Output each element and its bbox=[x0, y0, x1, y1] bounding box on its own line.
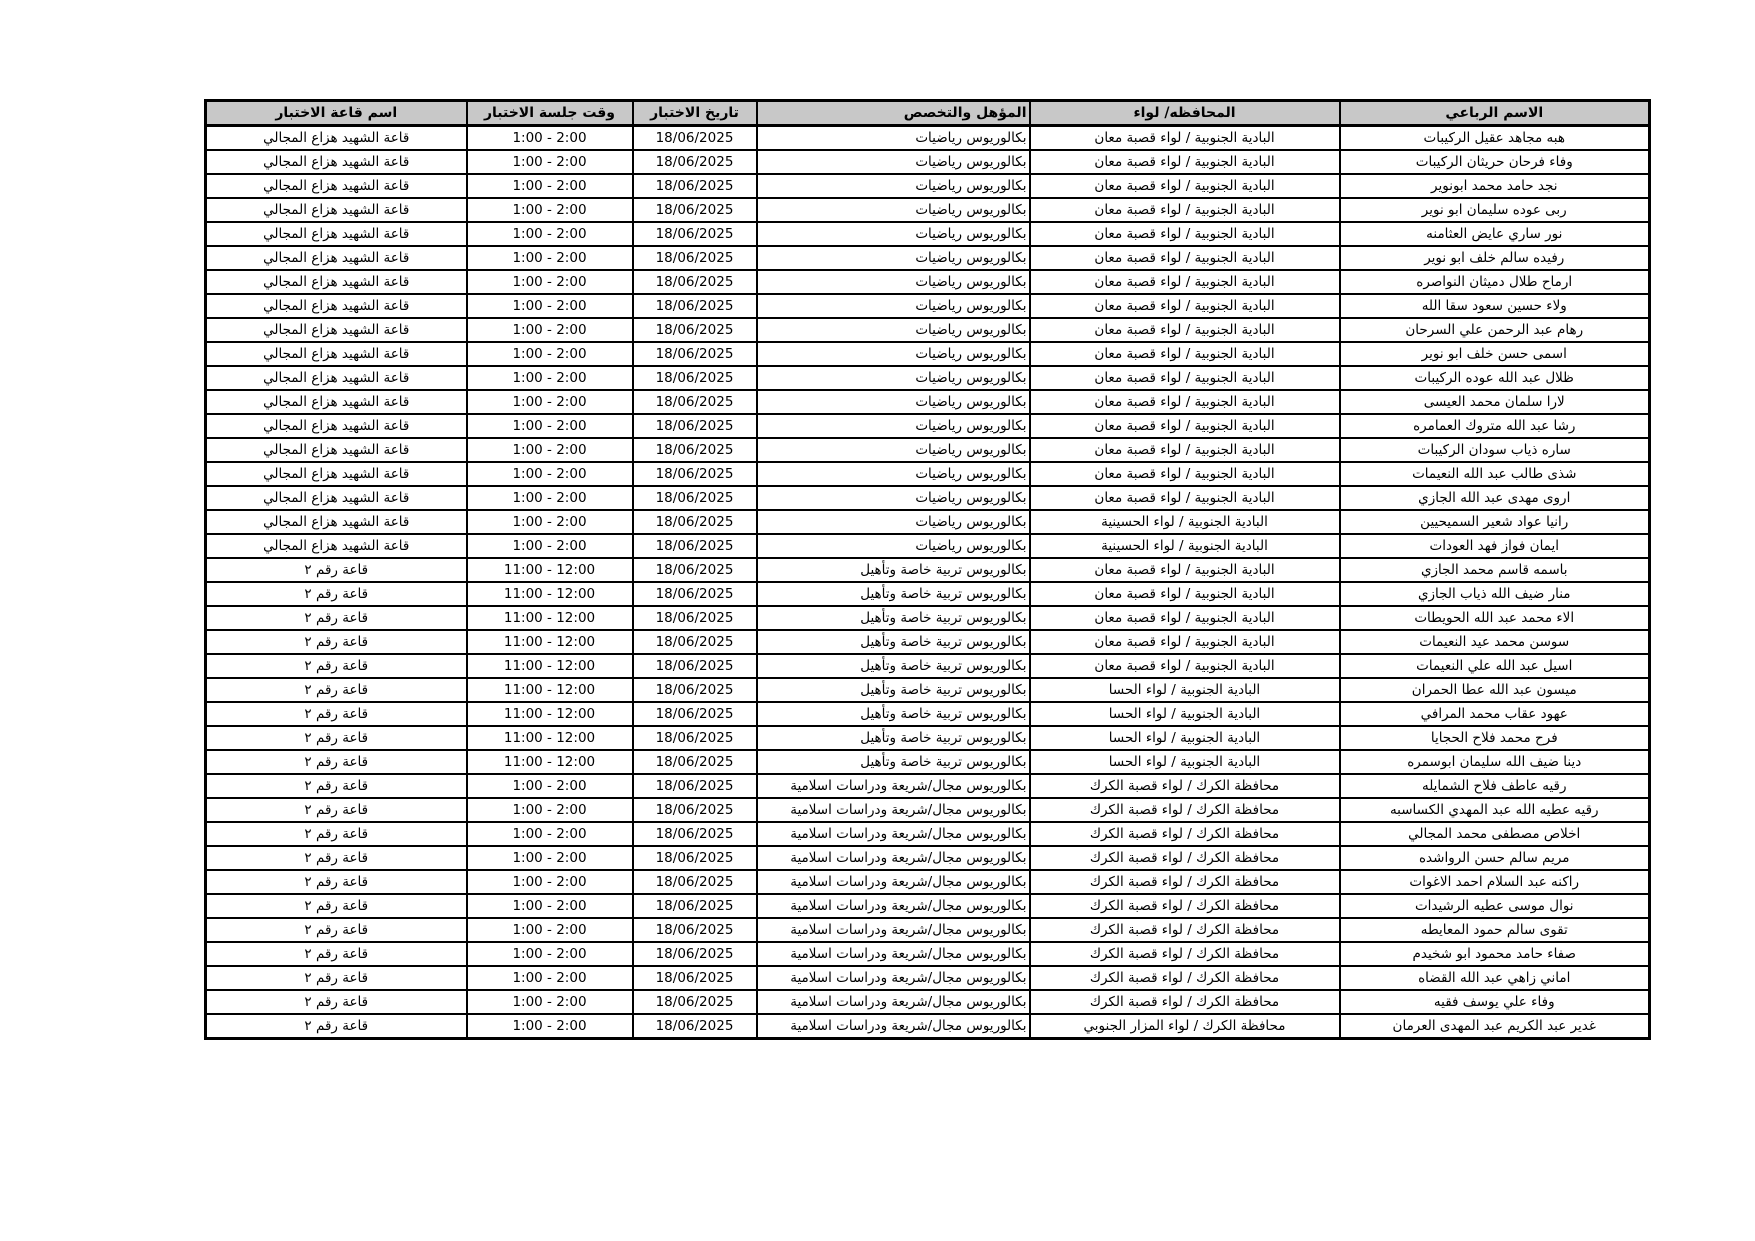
cell-name: فرح محمد فلاح الحجايا bbox=[1340, 726, 1650, 750]
cell-exam_date: 18/06/2025 bbox=[633, 822, 757, 846]
cell-exam_hall: قاعة رقم ٢ bbox=[206, 606, 467, 630]
cell-governorate: البادية الجنوبية / لواء قصبة معان bbox=[1030, 222, 1340, 246]
cell-name: سوسن محمد عيد النعيمات bbox=[1340, 630, 1650, 654]
cell-exam_time: 1:00 - 2:00 bbox=[467, 366, 633, 390]
cell-exam_time: 11:00 - 12:00 bbox=[467, 630, 633, 654]
table-row bbox=[206, 150, 1650, 174]
cell-qualification: بكالوريوس رياضيات bbox=[757, 462, 1030, 486]
cell-qualification: بكالوريوس رياضيات bbox=[757, 438, 1030, 462]
cell-exam_hall: قاعة الشهيد هزاع المجالي bbox=[206, 198, 467, 222]
cell-exam_date: 18/06/2025 bbox=[633, 846, 757, 870]
cell-qualification: بكالوريوس رياضيات bbox=[757, 510, 1030, 534]
cell-exam_time: 1:00 - 2:00 bbox=[467, 894, 633, 918]
cell-exam_date: 18/06/2025 bbox=[633, 534, 757, 558]
table-row bbox=[206, 918, 1650, 942]
cell-name: ساره ذياب سودان الركيبات bbox=[1340, 438, 1650, 462]
cell-exam_date: 18/06/2025 bbox=[633, 510, 757, 534]
cell-governorate: البادية الجنوبية / لواء قصبة معان bbox=[1030, 438, 1340, 462]
table-header bbox=[206, 101, 1650, 126]
cell-exam_hall: قاعة الشهيد هزاع المجالي bbox=[206, 462, 467, 486]
cell-exam_time: 1:00 - 2:00 bbox=[467, 198, 633, 222]
cell-name: مريم سالم حسن الرواشده bbox=[1340, 846, 1650, 870]
cell-exam_hall: قاعة الشهيد هزاع المجالي bbox=[206, 270, 467, 294]
cell-exam_hall: قاعة رقم ٢ bbox=[206, 774, 467, 798]
cell-exam_date: 18/06/2025 bbox=[633, 198, 757, 222]
cell-name: رانيا عواد شعير السميحيين bbox=[1340, 510, 1650, 534]
cell-exam_date: 18/06/2025 bbox=[633, 150, 757, 174]
cell-exam_date: 18/06/2025 bbox=[633, 558, 757, 582]
cell-exam_date: 18/06/2025 bbox=[633, 126, 757, 151]
cell-qualification: بكالوريوس مجال/شريعة ودراسات اسلامية bbox=[757, 870, 1030, 894]
cell-governorate: البادية الجنوبية / لواء قصبة معان bbox=[1030, 342, 1340, 366]
cell-exam_time: 11:00 - 12:00 bbox=[467, 750, 633, 774]
cell-name: رهام عبد الرحمن علي السرحان bbox=[1340, 318, 1650, 342]
cell-exam_date: 18/06/2025 bbox=[633, 678, 757, 702]
column-header-governorate: المحافظه/ لواء bbox=[1030, 101, 1340, 126]
cell-name: ارماح طلال دميثان النواصره bbox=[1340, 270, 1650, 294]
column-header-name: الاسم الرباعي bbox=[1340, 101, 1650, 126]
cell-exam_date: 18/06/2025 bbox=[633, 918, 757, 942]
cell-governorate: البادية الجنوبية / لواء قصبة معان bbox=[1030, 414, 1340, 438]
cell-exam_hall: قاعة رقم ٢ bbox=[206, 942, 467, 966]
cell-governorate: البادية الجنوبية / لواء قصبة معان bbox=[1030, 270, 1340, 294]
table-row bbox=[206, 1014, 1650, 1039]
cell-qualification: بكالوريوس رياضيات bbox=[757, 414, 1030, 438]
cell-exam_hall: قاعة الشهيد هزاع المجالي bbox=[206, 510, 467, 534]
table-row bbox=[206, 606, 1650, 630]
cell-exam_time: 11:00 - 12:00 bbox=[467, 606, 633, 630]
cell-exam_hall: قاعة رقم ٢ bbox=[206, 726, 467, 750]
table-row bbox=[206, 942, 1650, 966]
table-row bbox=[206, 414, 1650, 438]
cell-governorate: البادية الجنوبية / لواء الحسينية bbox=[1030, 534, 1340, 558]
cell-exam_hall: قاعة الشهيد هزاع المجالي bbox=[206, 174, 467, 198]
table-row bbox=[206, 486, 1650, 510]
table-row bbox=[206, 366, 1650, 390]
cell-qualification: بكالوريوس رياضيات bbox=[757, 486, 1030, 510]
table-row bbox=[206, 318, 1650, 342]
cell-qualification: بكالوريوس رياضيات bbox=[757, 342, 1030, 366]
column-header-qualification: المؤهل والتخصص bbox=[757, 101, 1030, 126]
cell-name: راكنه عبد السلام احمد الاغوات bbox=[1340, 870, 1650, 894]
table-row bbox=[206, 438, 1650, 462]
cell-name: نور ساري عايض العثامنه bbox=[1340, 222, 1650, 246]
cell-exam_time: 1:00 - 2:00 bbox=[467, 846, 633, 870]
cell-governorate: محافظة الكرك / لواء المزار الجنوبي bbox=[1030, 1014, 1340, 1039]
cell-name: رقيه عاطف فلاح الشمايله bbox=[1340, 774, 1650, 798]
table-body bbox=[206, 126, 1650, 1039]
cell-governorate: البادية الجنوبية / لواء الحسا bbox=[1030, 750, 1340, 774]
cell-qualification: بكالوريوس رياضيات bbox=[757, 318, 1030, 342]
table-row bbox=[206, 222, 1650, 246]
cell-exam_time: 1:00 - 2:00 bbox=[467, 942, 633, 966]
cell-exam_time: 1:00 - 2:00 bbox=[467, 270, 633, 294]
cell-name: دينا ضيف الله سليمان ابوسمره bbox=[1340, 750, 1650, 774]
cell-qualification: بكالوريوس رياضيات bbox=[757, 270, 1030, 294]
cell-name: ميسون عبد الله عطا الحمران bbox=[1340, 678, 1650, 702]
cell-exam_date: 18/06/2025 bbox=[633, 966, 757, 990]
cell-exam_hall: قاعة رقم ٢ bbox=[206, 654, 467, 678]
cell-exam_date: 18/06/2025 bbox=[633, 582, 757, 606]
cell-exam_date: 18/06/2025 bbox=[633, 990, 757, 1014]
cell-exam_date: 18/06/2025 bbox=[633, 342, 757, 366]
cell-exam_hall: قاعة رقم ٢ bbox=[206, 558, 467, 582]
table-row bbox=[206, 822, 1650, 846]
table-row bbox=[206, 246, 1650, 270]
cell-exam_time: 1:00 - 2:00 bbox=[467, 990, 633, 1014]
cell-name: اسيل عبد الله علي النعيمات bbox=[1340, 654, 1650, 678]
cell-qualification: بكالوريوس تربية خاصة وتأهيل bbox=[757, 654, 1030, 678]
cell-qualification: بكالوريوس تربية خاصة وتأهيل bbox=[757, 702, 1030, 726]
cell-qualification: بكالوريوس تربية خاصة وتأهيل bbox=[757, 750, 1030, 774]
cell-exam_time: 1:00 - 2:00 bbox=[467, 462, 633, 486]
cell-qualification: بكالوريوس مجال/شريعة ودراسات اسلامية bbox=[757, 942, 1030, 966]
cell-exam_time: 1:00 - 2:00 bbox=[467, 774, 633, 798]
cell-exam_date: 18/06/2025 bbox=[633, 654, 757, 678]
cell-governorate: البادية الجنوبية / لواء قصبة معان bbox=[1030, 558, 1340, 582]
cell-exam_date: 18/06/2025 bbox=[633, 246, 757, 270]
cell-exam_time: 1:00 - 2:00 bbox=[467, 294, 633, 318]
cell-exam_date: 18/06/2025 bbox=[633, 942, 757, 966]
cell-exam_hall: قاعة الشهيد هزاع المجالي bbox=[206, 366, 467, 390]
cell-governorate: البادية الجنوبية / لواء قصبة معان bbox=[1030, 150, 1340, 174]
cell-exam_date: 18/06/2025 bbox=[633, 390, 757, 414]
cell-name: اخلاص مصطفى محمد المجالي bbox=[1340, 822, 1650, 846]
cell-qualification: بكالوريوس تربية خاصة وتأهيل bbox=[757, 606, 1030, 630]
cell-exam_time: 1:00 - 2:00 bbox=[467, 966, 633, 990]
cell-exam_hall: قاعة الشهيد هزاع المجالي bbox=[206, 342, 467, 366]
cell-exam_time: 1:00 - 2:00 bbox=[467, 126, 633, 151]
cell-name: نجد حامد محمد ابونوير bbox=[1340, 174, 1650, 198]
cell-governorate: البادية الجنوبية / لواء قصبة معان bbox=[1030, 582, 1340, 606]
cell-exam_hall: قاعة الشهيد هزاع المجالي bbox=[206, 246, 467, 270]
table-row bbox=[206, 870, 1650, 894]
table-row bbox=[206, 558, 1650, 582]
cell-exam_hall: قاعة رقم ٢ bbox=[206, 870, 467, 894]
cell-exam_hall: قاعة رقم ٢ bbox=[206, 582, 467, 606]
cell-exam_time: 1:00 - 2:00 bbox=[467, 342, 633, 366]
cell-name: وفاء علي يوسف فقيه bbox=[1340, 990, 1650, 1014]
cell-exam_time: 1:00 - 2:00 bbox=[467, 1014, 633, 1039]
cell-governorate: محافظة الكرك / لواء قصبة الكرك bbox=[1030, 942, 1340, 966]
cell-governorate: البادية الجنوبية / لواء الحسا bbox=[1030, 726, 1340, 750]
cell-exam_date: 18/06/2025 bbox=[633, 894, 757, 918]
cell-exam_hall: قاعة رقم ٢ bbox=[206, 630, 467, 654]
cell-exam_date: 18/06/2025 bbox=[633, 462, 757, 486]
table-row bbox=[206, 750, 1650, 774]
cell-governorate: البادية الجنوبية / لواء الحسينية bbox=[1030, 510, 1340, 534]
cell-qualification: بكالوريوس مجال/شريعة ودراسات اسلامية bbox=[757, 822, 1030, 846]
cell-name: ولاء حسين سعود سقا الله bbox=[1340, 294, 1650, 318]
cell-exam_hall: قاعة رقم ٢ bbox=[206, 1014, 467, 1039]
cell-exam_hall: قاعة رقم ٢ bbox=[206, 966, 467, 990]
cell-governorate: محافظة الكرك / لواء قصبة الكرك bbox=[1030, 846, 1340, 870]
cell-governorate: البادية الجنوبية / لواء قصبة معان bbox=[1030, 246, 1340, 270]
cell-exam_time: 1:00 - 2:00 bbox=[467, 390, 633, 414]
cell-exam_time: 1:00 - 2:00 bbox=[467, 438, 633, 462]
cell-governorate: محافظة الكرك / لواء قصبة الكرك bbox=[1030, 798, 1340, 822]
cell-governorate: محافظة الكرك / لواء قصبة الكرك bbox=[1030, 774, 1340, 798]
table-row bbox=[206, 726, 1650, 750]
cell-qualification: بكالوريوس رياضيات bbox=[757, 390, 1030, 414]
table-row bbox=[206, 390, 1650, 414]
cell-exam_time: 1:00 - 2:00 bbox=[467, 246, 633, 270]
table-row bbox=[206, 126, 1650, 151]
cell-name: ظلال عبد الله عوده الركيبات bbox=[1340, 366, 1650, 390]
cell-governorate: البادية الجنوبية / لواء الحسا bbox=[1030, 702, 1340, 726]
cell-qualification: بكالوريوس رياضيات bbox=[757, 246, 1030, 270]
table-row bbox=[206, 654, 1650, 678]
table-row bbox=[206, 462, 1650, 486]
cell-qualification: بكالوريوس مجال/شريعة ودراسات اسلامية bbox=[757, 774, 1030, 798]
table-row bbox=[206, 966, 1650, 990]
cell-name: وفاء فرحان حريثان الركيبات bbox=[1340, 150, 1650, 174]
cell-qualification: بكالوريوس رياضيات bbox=[757, 198, 1030, 222]
cell-exam_date: 18/06/2025 bbox=[633, 1014, 757, 1039]
cell-governorate: البادية الجنوبية / لواء قصبة معان bbox=[1030, 366, 1340, 390]
cell-exam_hall: قاعة رقم ٢ bbox=[206, 822, 467, 846]
cell-name: الاء محمد عبد الله الحويطات bbox=[1340, 606, 1650, 630]
cell-governorate: البادية الجنوبية / لواء قصبة معان bbox=[1030, 390, 1340, 414]
cell-name: رقيه عطيه الله عبد المهدي الكساسبه bbox=[1340, 798, 1650, 822]
cell-qualification: بكالوريوس مجال/شريعة ودراسات اسلامية bbox=[757, 798, 1030, 822]
cell-qualification: بكالوريوس رياضيات bbox=[757, 126, 1030, 151]
cell-exam_time: 11:00 - 12:00 bbox=[467, 558, 633, 582]
cell-exam_time: 1:00 - 2:00 bbox=[467, 870, 633, 894]
cell-exam_date: 18/06/2025 bbox=[633, 222, 757, 246]
cell-exam_hall: قاعة الشهيد هزاع المجالي bbox=[206, 294, 467, 318]
cell-exam_hall: قاعة الشهيد هزاع المجالي bbox=[206, 150, 467, 174]
cell-exam_date: 18/06/2025 bbox=[633, 438, 757, 462]
cell-name: اسمى حسن خلف ابو نوير bbox=[1340, 342, 1650, 366]
cell-name: هبه مجاهد عقيل الركيبات bbox=[1340, 126, 1650, 151]
table-row bbox=[206, 342, 1650, 366]
cell-exam_date: 18/06/2025 bbox=[633, 630, 757, 654]
cell-name: رفيده سالم خلف ابو نوير bbox=[1340, 246, 1650, 270]
cell-qualification: بكالوريوس تربية خاصة وتأهيل bbox=[757, 582, 1030, 606]
cell-governorate: البادية الجنوبية / لواء الحسا bbox=[1030, 678, 1340, 702]
cell-governorate: محافظة الكرك / لواء قصبة الكرك bbox=[1030, 870, 1340, 894]
table-row bbox=[206, 174, 1650, 198]
cell-exam_hall: قاعة الشهيد هزاع المجالي bbox=[206, 126, 467, 151]
cell-name: ايمان فواز فهد العودات bbox=[1340, 534, 1650, 558]
cell-name: اروى مهدى عبد الله الجازي bbox=[1340, 486, 1650, 510]
table-row bbox=[206, 798, 1650, 822]
cell-exam_time: 1:00 - 2:00 bbox=[467, 222, 633, 246]
cell-name: منار ضيف الله ذياب الجازي bbox=[1340, 582, 1650, 606]
cell-governorate: البادية الجنوبية / لواء قصبة معان bbox=[1030, 318, 1340, 342]
cell-exam_time: 1:00 - 2:00 bbox=[467, 414, 633, 438]
table-row bbox=[206, 534, 1650, 558]
cell-name: ربى عوده سليمان ابو نوير bbox=[1340, 198, 1650, 222]
cell-governorate: البادية الجنوبية / لواء قصبة معان bbox=[1030, 654, 1340, 678]
cell-exam_date: 18/06/2025 bbox=[633, 270, 757, 294]
cell-exam_time: 11:00 - 12:00 bbox=[467, 582, 633, 606]
cell-name: لارا سلمان محمد العيسى bbox=[1340, 390, 1650, 414]
column-header-exam_time: وقت جلسة الاختبار bbox=[467, 101, 633, 126]
cell-qualification: بكالوريوس مجال/شريعة ودراسات اسلامية bbox=[757, 990, 1030, 1014]
cell-qualification: بكالوريوس تربية خاصة وتأهيل bbox=[757, 630, 1030, 654]
cell-name: شذى طالب عبد الله النعيمات bbox=[1340, 462, 1650, 486]
cell-governorate: محافظة الكرك / لواء قصبة الكرك bbox=[1030, 894, 1340, 918]
cell-exam_date: 18/06/2025 bbox=[633, 294, 757, 318]
cell-qualification: بكالوريوس رياضيات bbox=[757, 366, 1030, 390]
cell-name: رشا عبد الله متروك العمامره bbox=[1340, 414, 1650, 438]
table-row bbox=[206, 270, 1650, 294]
table-row bbox=[206, 198, 1650, 222]
cell-exam_hall: قاعة رقم ٢ bbox=[206, 678, 467, 702]
cell-governorate: محافظة الكرك / لواء قصبة الكرك bbox=[1030, 918, 1340, 942]
cell-exam_date: 18/06/2025 bbox=[633, 774, 757, 798]
cell-governorate: البادية الجنوبية / لواء قصبة معان bbox=[1030, 198, 1340, 222]
exam-schedule-table bbox=[204, 99, 1651, 1040]
cell-governorate: محافظة الكرك / لواء قصبة الكرك bbox=[1030, 966, 1340, 990]
cell-exam_time: 11:00 - 12:00 bbox=[467, 726, 633, 750]
cell-governorate: محافظة الكرك / لواء قصبة الكرك bbox=[1030, 822, 1340, 846]
cell-exam_hall: قاعة رقم ٢ bbox=[206, 894, 467, 918]
cell-name: اماني زاهي عبد الله القضاه bbox=[1340, 966, 1650, 990]
cell-exam_hall: قاعة الشهيد هزاع المجالي bbox=[206, 486, 467, 510]
cell-qualification: بكالوريوس رياضيات bbox=[757, 534, 1030, 558]
table-row bbox=[206, 990, 1650, 1014]
cell-qualification: بكالوريوس رياضيات bbox=[757, 174, 1030, 198]
cell-exam_date: 18/06/2025 bbox=[633, 486, 757, 510]
cell-exam_hall: قاعة الشهيد هزاع المجالي bbox=[206, 534, 467, 558]
header-row bbox=[206, 101, 1650, 126]
cell-exam_hall: قاعة رقم ٢ bbox=[206, 846, 467, 870]
cell-name: غدير عبد الكريم عبد المهدى العرمان bbox=[1340, 1014, 1650, 1039]
cell-exam_time: 1:00 - 2:00 bbox=[467, 318, 633, 342]
cell-governorate: البادية الجنوبية / لواء قصبة معان bbox=[1030, 126, 1340, 151]
cell-exam_time: 1:00 - 2:00 bbox=[467, 510, 633, 534]
cell-exam_date: 18/06/2025 bbox=[633, 414, 757, 438]
cell-exam_time: 1:00 - 2:00 bbox=[467, 798, 633, 822]
cell-governorate: محافظة الكرك / لواء قصبة الكرك bbox=[1030, 990, 1340, 1014]
cell-governorate: البادية الجنوبية / لواء قصبة معان bbox=[1030, 606, 1340, 630]
cell-governorate: البادية الجنوبية / لواء قصبة معان bbox=[1030, 294, 1340, 318]
cell-qualification: بكالوريوس تربية خاصة وتأهيل bbox=[757, 558, 1030, 582]
cell-exam_hall: قاعة رقم ٢ bbox=[206, 702, 467, 726]
table-row bbox=[206, 582, 1650, 606]
table-row bbox=[206, 846, 1650, 870]
cell-exam_hall: قاعة الشهيد هزاع المجالي bbox=[206, 390, 467, 414]
cell-exam_time: 11:00 - 12:00 bbox=[467, 702, 633, 726]
cell-exam_hall: قاعة رقم ٢ bbox=[206, 798, 467, 822]
cell-qualification: بكالوريوس رياضيات bbox=[757, 150, 1030, 174]
cell-exam_hall: قاعة الشهيد هزاع المجالي bbox=[206, 414, 467, 438]
table-row bbox=[206, 294, 1650, 318]
cell-qualification: بكالوريوس تربية خاصة وتأهيل bbox=[757, 678, 1030, 702]
column-header-exam_hall: اسم قاعة الاختبار bbox=[206, 101, 467, 126]
cell-qualification: بكالوريوس مجال/شريعة ودراسات اسلامية bbox=[757, 846, 1030, 870]
cell-exam_time: 1:00 - 2:00 bbox=[467, 174, 633, 198]
column-header-exam_date: تاريخ الاختبار bbox=[633, 101, 757, 126]
cell-exam_date: 18/06/2025 bbox=[633, 726, 757, 750]
cell-qualification: بكالوريوس مجال/شريعة ودراسات اسلامية bbox=[757, 966, 1030, 990]
cell-exam_time: 1:00 - 2:00 bbox=[467, 822, 633, 846]
cell-exam_hall: قاعة رقم ٢ bbox=[206, 918, 467, 942]
cell-exam_hall: قاعة الشهيد هزاع المجالي bbox=[206, 318, 467, 342]
cell-exam_date: 18/06/2025 bbox=[633, 702, 757, 726]
cell-governorate: البادية الجنوبية / لواء قصبة معان bbox=[1030, 462, 1340, 486]
table-row bbox=[206, 630, 1650, 654]
cell-exam_date: 18/06/2025 bbox=[633, 870, 757, 894]
cell-governorate: البادية الجنوبية / لواء قصبة معان bbox=[1030, 174, 1340, 198]
cell-exam_date: 18/06/2025 bbox=[633, 606, 757, 630]
cell-governorate: البادية الجنوبية / لواء قصبة معان bbox=[1030, 486, 1340, 510]
cell-name: نوال موسى عطيه الرشيدات bbox=[1340, 894, 1650, 918]
cell-name: عهود عقاب محمد المرافي bbox=[1340, 702, 1650, 726]
cell-exam_hall: قاعة الشهيد هزاع المجالي bbox=[206, 438, 467, 462]
cell-qualification: بكالوريوس مجال/شريعة ودراسات اسلامية bbox=[757, 894, 1030, 918]
cell-exam_time: 1:00 - 2:00 bbox=[467, 486, 633, 510]
cell-exam_date: 18/06/2025 bbox=[633, 798, 757, 822]
cell-name: صفاء حامد محمود ابو شخيدم bbox=[1340, 942, 1650, 966]
cell-qualification: بكالوريوس تربية خاصة وتأهيل bbox=[757, 726, 1030, 750]
cell-qualification: بكالوريوس مجال/شريعة ودراسات اسلامية bbox=[757, 1014, 1030, 1039]
cell-exam_hall: قاعة الشهيد هزاع المجالي bbox=[206, 222, 467, 246]
cell-exam_hall: قاعة رقم ٢ bbox=[206, 750, 467, 774]
cell-qualification: بكالوريوس مجال/شريعة ودراسات اسلامية bbox=[757, 918, 1030, 942]
cell-name: باسمه قاسم محمد الجازي bbox=[1340, 558, 1650, 582]
cell-exam_time: 1:00 - 2:00 bbox=[467, 150, 633, 174]
table-row bbox=[206, 894, 1650, 918]
cell-exam_time: 11:00 - 12:00 bbox=[467, 678, 633, 702]
cell-exam_time: 1:00 - 2:00 bbox=[467, 918, 633, 942]
table-row bbox=[206, 774, 1650, 798]
table-row bbox=[206, 702, 1650, 726]
cell-exam_date: 18/06/2025 bbox=[633, 174, 757, 198]
cell-name: تقوى سالم حمود المعايطه bbox=[1340, 918, 1650, 942]
cell-exam_time: 11:00 - 12:00 bbox=[467, 654, 633, 678]
cell-qualification: بكالوريوس رياضيات bbox=[757, 294, 1030, 318]
cell-exam_time: 1:00 - 2:00 bbox=[467, 534, 633, 558]
table-row bbox=[206, 510, 1650, 534]
cell-exam_date: 18/06/2025 bbox=[633, 318, 757, 342]
cell-exam_date: 18/06/2025 bbox=[633, 366, 757, 390]
table-row bbox=[206, 678, 1650, 702]
cell-exam_date: 18/06/2025 bbox=[633, 750, 757, 774]
cell-qualification: بكالوريوس رياضيات bbox=[757, 222, 1030, 246]
cell-governorate: البادية الجنوبية / لواء قصبة معان bbox=[1030, 630, 1340, 654]
cell-exam_hall: قاعة رقم ٢ bbox=[206, 990, 467, 1014]
